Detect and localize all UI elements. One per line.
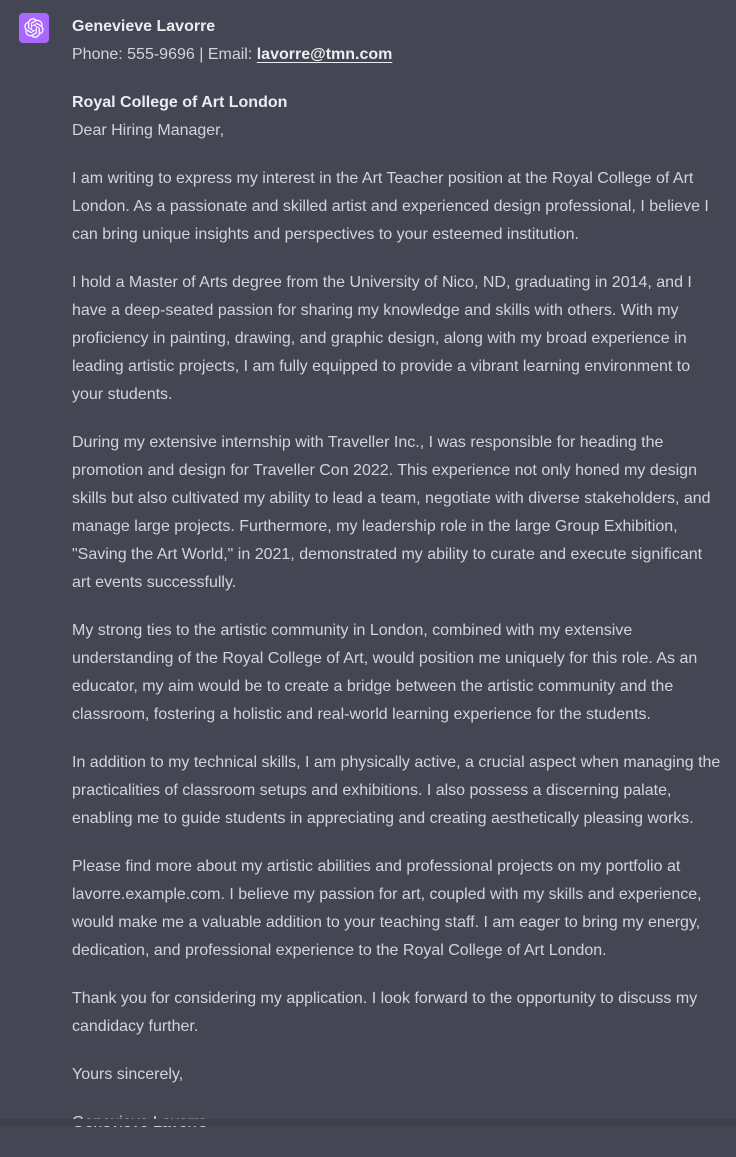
message-content [72,13,721,1157]
letter-paragraph: Please find more about my artistic abilities and professional projects on my portfolio at lavorre.example.com. I believe my passion for art, coupled with my skills and experience, would make me a valuable addition to your teaching staff. I am eager to bring my energy, dedication, and professional experience to the Royal College of Art London. [72,858,702,959]
recipient-org: Royal College of Art London [72,94,288,111]
email-link[interactable]: lavorre@tmn.com [256,46,393,63]
sender-header [72,13,721,69]
recipient-block [72,89,721,145]
letter-closing: Yours sincerely, [72,1066,184,1083]
letter-paragraph: My strong ties to the artistic community in London, combined with my extensive understanding of the Royal College of Art, would position me uniquely for this role. As an educator, my aim would be to create a bridge between the artistic community and the classroom, fostering a holistic and real-world learning experience for the students. [72,622,698,723]
assistant-avatar [19,13,49,43]
salutation: Dear Hiring Manager, [72,122,225,139]
sender-name: Genevieve Lavorre [72,18,216,35]
letter-paragraph: I am writing to express my interest in the Art Teacher position at the Royal College of Art London. As a passionate and skilled artist and experienced design professional, I believe I can bring unique insights and perspectives to your esteemed institution. [72,170,709,243]
letter-paragraph: I hold a Master of Arts degree from the University of Nico, ND, graduating in 2014, and I have a deep-seated passion for sharing my knowledge and skills with others. With my proficiency in painting, drawing, and graphic design, along with my broad experience in leading artistic projects, I am fully equipped to provide a vibrant learning environment to your students. [72,274,692,403]
letter-paragraph: Thank you for considering my application. I look forward to the opportunity to discuss my candidacy further. [72,990,698,1035]
letter-paragraph: During my extensive internship with Traveller Inc., I was responsible for heading the promotion and design for Traveller Con 2022. This experience not only honed my design skills but also cultivated my ability to lead a team, negotiate with diverse stakeholders, and manage large projects. Furthermore, my leadership role in the large Group Exhibition, "Saving the Art World," in 2021, demonstrated my ability to curate and execute significant art events successfully. [72,434,711,591]
message-bottom-divider [0,1119,736,1126]
letter-paragraph: In addition to my technical skills, I am physically active, a crucial aspect when managing the practicalities of classroom setups and exhibitions. I also possess a discerning palate, enabling me to guide students in appreciating and creating aesthetically pleasing works. [72,754,721,827]
contact-info: Phone: 555-9696 | Email: [72,46,257,63]
openai-logo-icon [24,18,44,38]
